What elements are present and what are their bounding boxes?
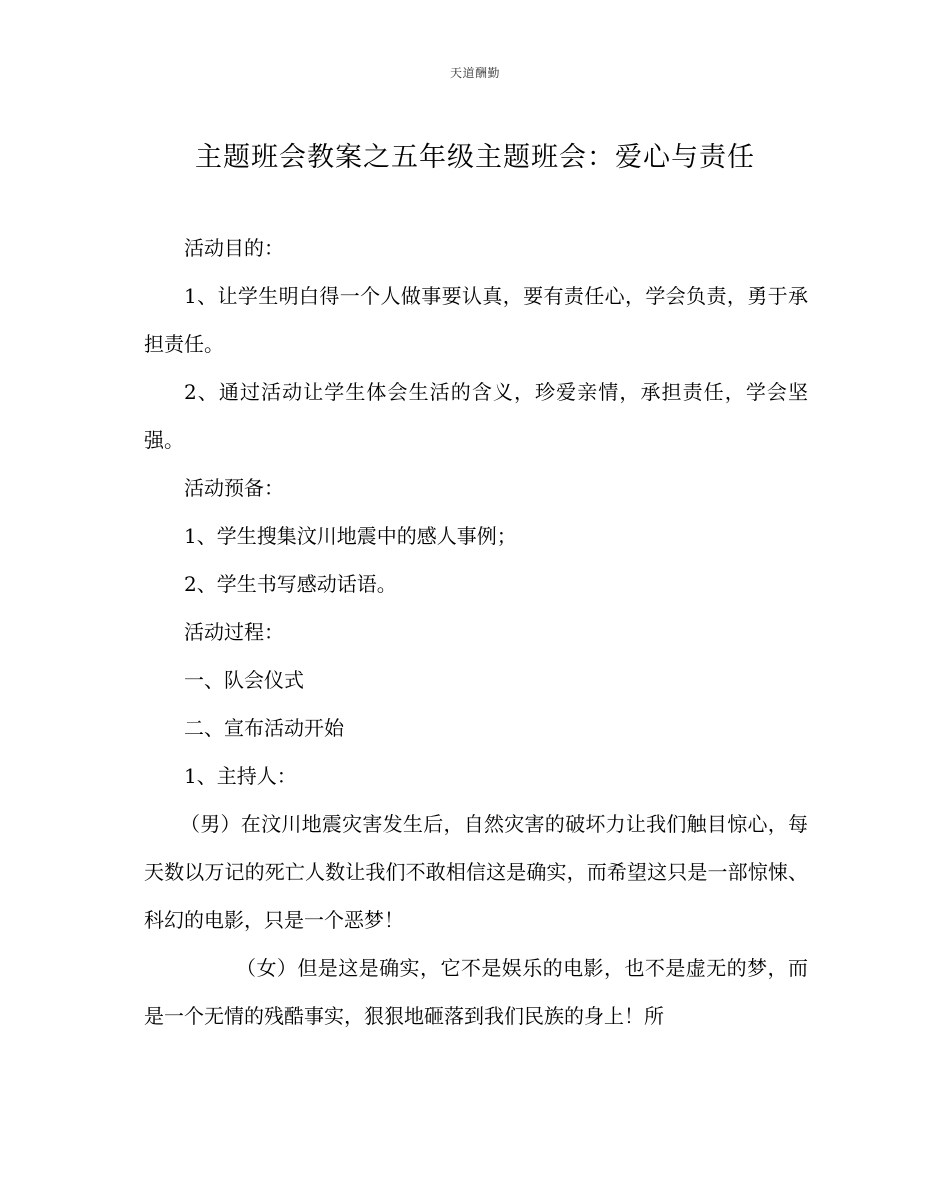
paragraph-host-female: （女）但是这是确实，它不是娱乐的电影，也不是虚无的梦，而是一个无情的残酷事实，狠狠地砸落到我们民族的身上！所 <box>144 956 808 1028</box>
paragraph-activity-goal-heading: 活动目的： <box>184 236 284 260</box>
document-title: 主题班会教案之五年级主题班会：爱心与责任 <box>195 142 755 173</box>
paragraph-process-heading: 活动过程： <box>184 620 284 644</box>
paragraph-preparation-2: 2、学生书写感动话语。 <box>184 572 397 596</box>
paragraph-goal-1: 1、让学生明白得一个人做事要认真，要有责任心，学会负责，勇于承担责任。 <box>144 284 808 356</box>
paragraph-process-step-1: 一、队会仪式 <box>184 668 304 692</box>
document-body <box>144 224 808 1040</box>
paragraph-goal-2: 2、通过活动让学生体会生活的含义，珍爱亲情，承担责任，学会坚强。 <box>144 380 808 452</box>
paragraph-preparation-heading: 活动预备： <box>184 476 284 500</box>
paragraph-host-male: （男）在汶川地震灾害发生后，自然灾害的破坏力让我们触目惊心，每天数以万记的死亡人数让我们不敢相信这是确实，而希望这只是一部惊悚、科幻的电影，只是一个恶梦！ <box>144 812 808 932</box>
page-header: 天道酬勤 <box>449 66 500 80</box>
paragraph-preparation-1: 1、学生搜集汶川地震中的感人事例； <box>184 524 517 548</box>
paragraph-process-step-2: 二、宣布活动开始 <box>184 716 344 740</box>
paragraph-host-label: 1、主持人： <box>184 764 297 788</box>
